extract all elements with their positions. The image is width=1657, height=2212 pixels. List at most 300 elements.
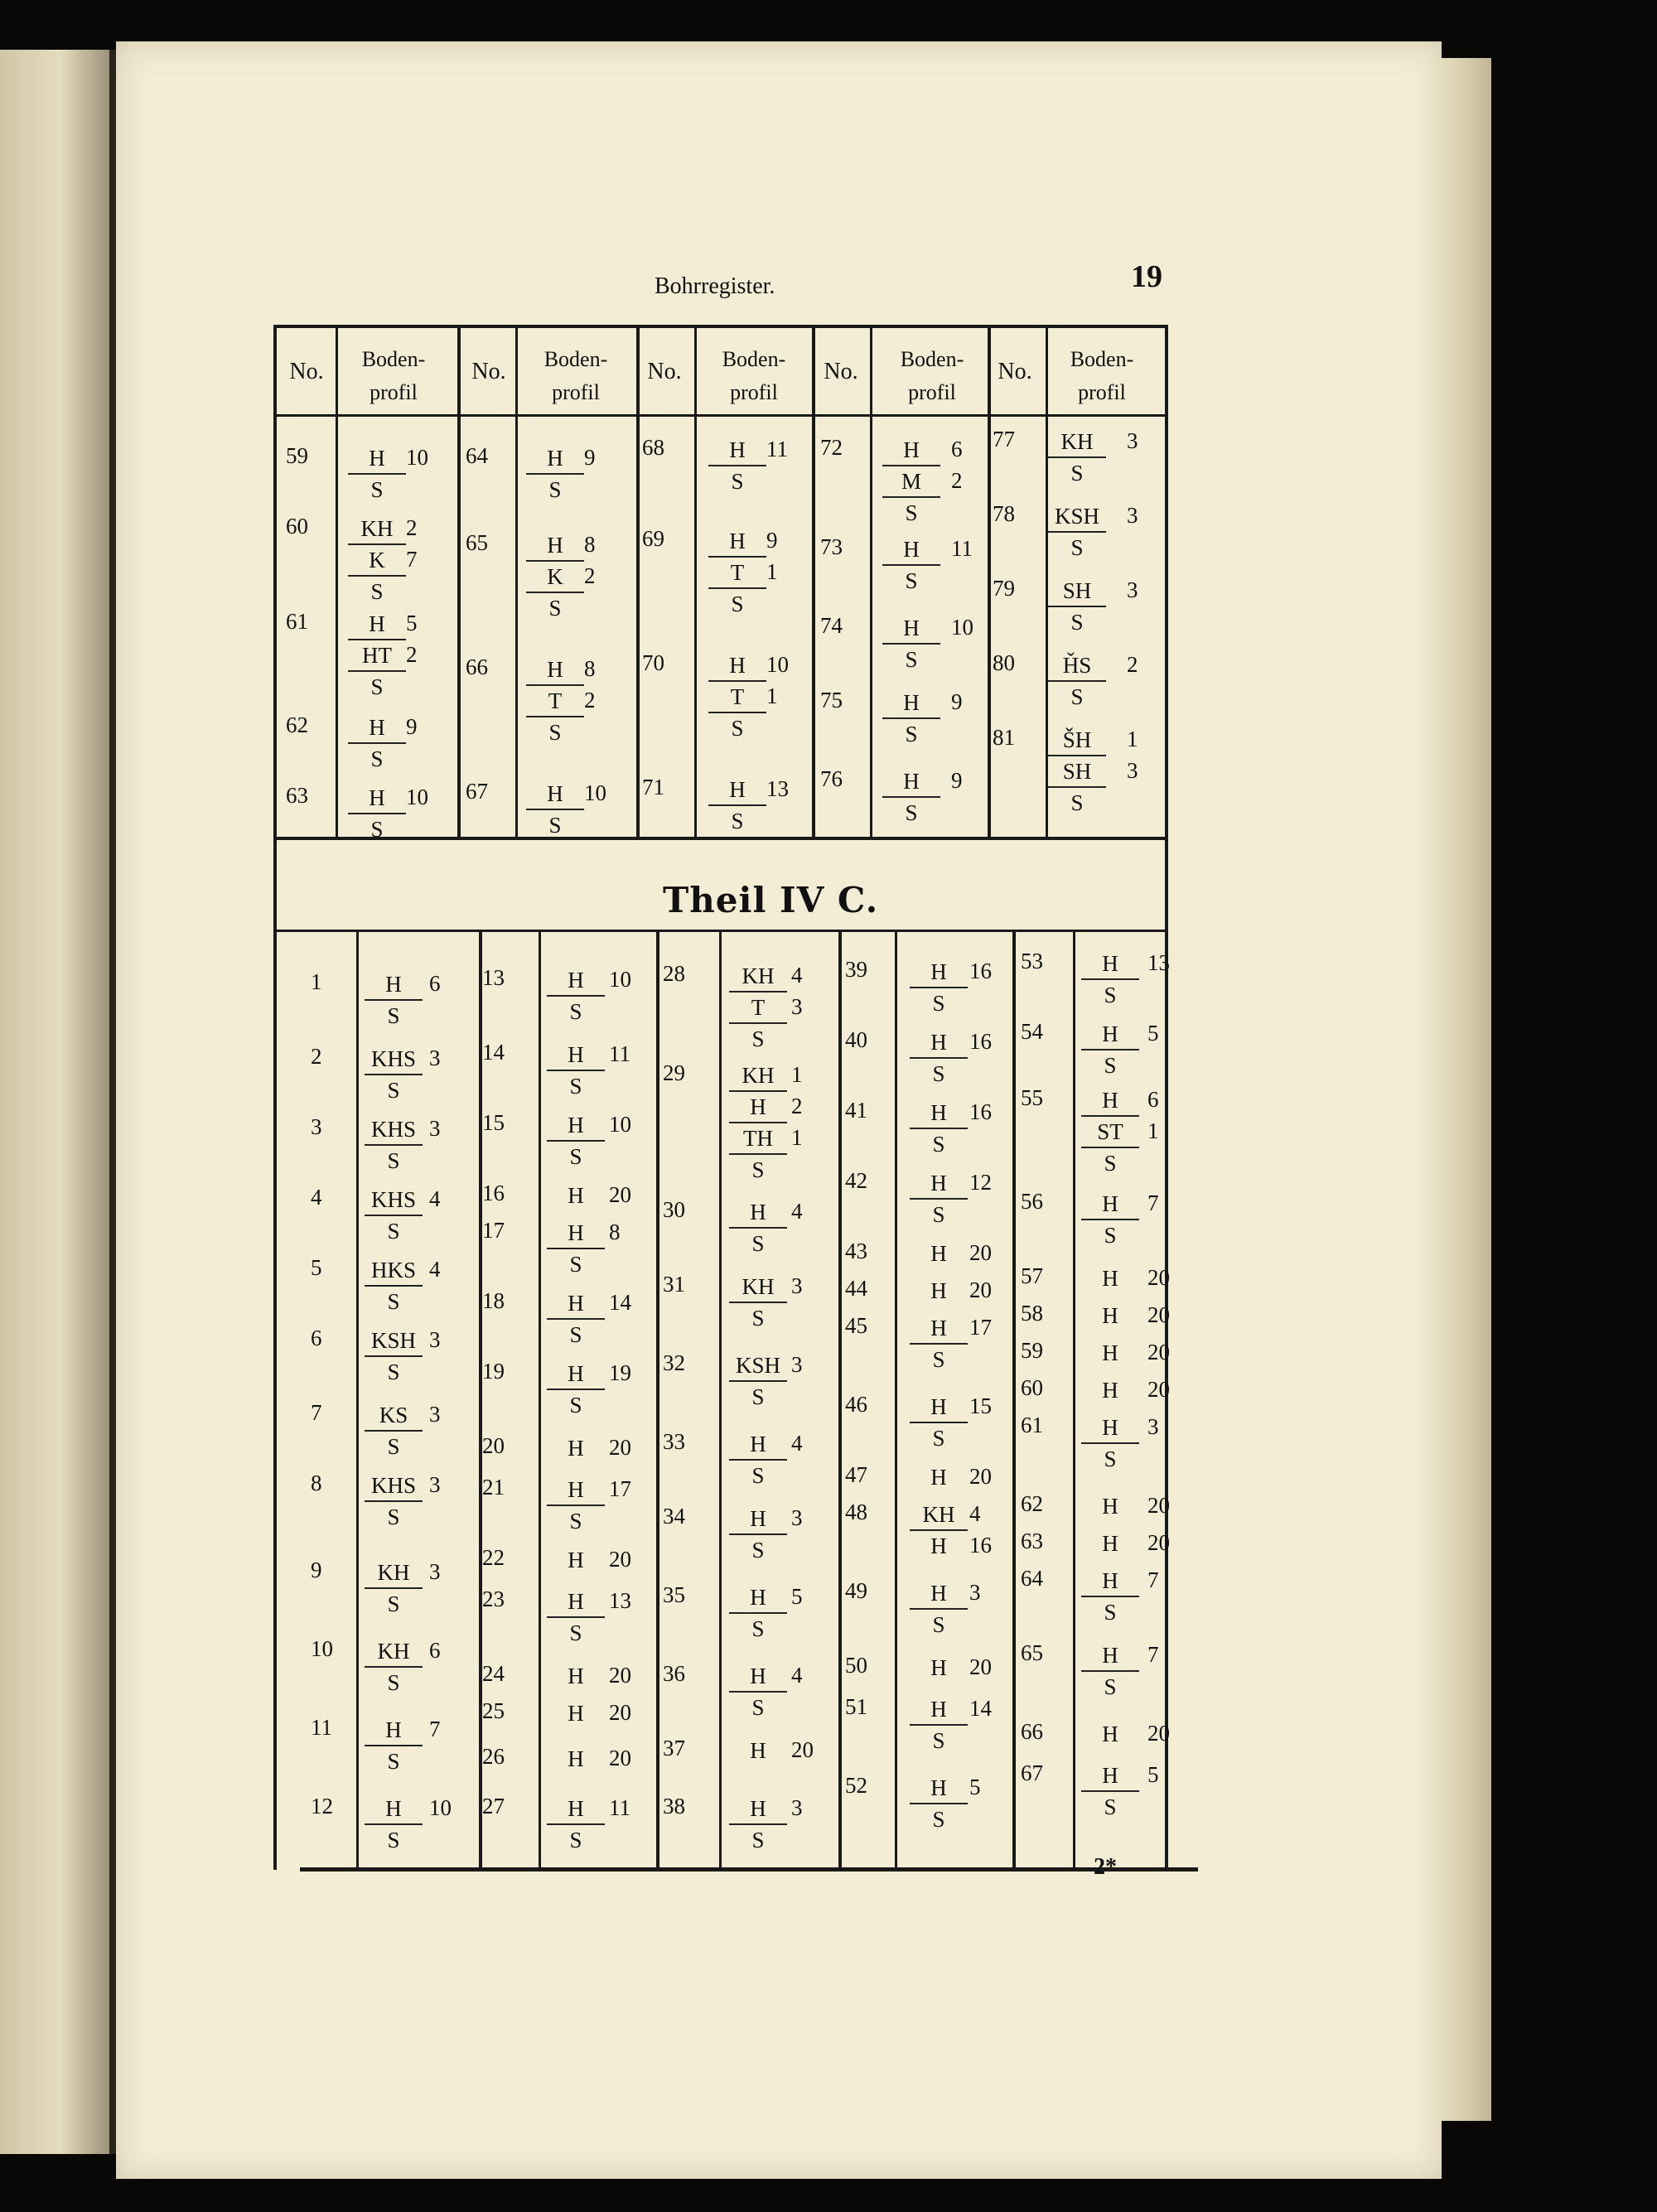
lower-layer-depth: 3	[791, 1505, 803, 1530]
upper-layer-depth: 10	[766, 652, 789, 677]
lower-profile-term	[910, 1578, 968, 1610]
profile-layer: S	[387, 1289, 400, 1314]
profile-layer: H	[729, 1794, 787, 1825]
lower-profile-term	[910, 1610, 968, 1640]
upper-profile-term	[708, 682, 766, 713]
lower-entry-no: 18	[482, 1288, 505, 1313]
page-stack-edge	[1433, 58, 1491, 2121]
lower-profile-term	[547, 1587, 605, 1618]
upper-layer-depth: 3	[1127, 577, 1138, 602]
upper-profile-term	[1048, 501, 1106, 533]
lower-profile-term	[729, 1024, 787, 1054]
upper-profile-term	[348, 814, 406, 844]
profile-layer: KH	[729, 961, 787, 993]
header-no: No.	[289, 359, 324, 384]
upper-profile-term	[348, 609, 406, 640]
upper-layer-depth: 10	[584, 780, 606, 805]
lower-profile-term	[729, 993, 787, 1024]
lower-layer-depth: 16	[969, 959, 992, 983]
upper-profile-term	[708, 435, 766, 466]
profile-layer: S	[932, 1728, 945, 1753]
profile-layer: H	[708, 526, 766, 558]
upper-entry-no: 65	[466, 530, 488, 555]
lower-profile-term	[1081, 1491, 1139, 1521]
lower-layer-depth: 20	[609, 1435, 631, 1460]
lower-entry-no: 31	[663, 1272, 685, 1297]
upper-layer-depth: 2	[406, 642, 418, 667]
upper-entry-no: 79	[993, 576, 1015, 601]
profile-layer: H	[547, 1040, 605, 1071]
lower-profile-term	[547, 1110, 605, 1142]
header-divider	[457, 328, 461, 414]
lower-profile-term	[1081, 1019, 1139, 1050]
header-profil: profil	[552, 380, 600, 404]
lower-profile-term	[365, 1558, 423, 1589]
profile-layer: S	[751, 1026, 765, 1051]
lower-profile-term	[365, 1357, 423, 1387]
profile-layer: S	[569, 1322, 582, 1347]
lower-profile-term	[547, 1320, 605, 1350]
header-profil: profil	[370, 380, 418, 404]
profile-layer: S	[1104, 1151, 1117, 1176]
lower-profile-term	[547, 1661, 605, 1691]
profile-layer: S	[751, 1384, 765, 1409]
lower-entry-no: 59	[1021, 1338, 1043, 1363]
profile-layer: H	[547, 1218, 605, 1249]
profile-layer: KH	[1048, 427, 1106, 458]
upper-profile-term	[348, 577, 406, 606]
lower-profile-term	[1081, 1189, 1139, 1220]
running-head: Bohrregister.	[655, 273, 775, 299]
lower-profile-term	[1081, 1338, 1139, 1368]
upper-layer-depth: 7	[406, 547, 418, 572]
lower-entry-no: 34	[663, 1504, 685, 1529]
upper-layer-depth: 9	[951, 768, 963, 793]
profile-layer: SH	[1048, 576, 1106, 607]
header-boden: Boden-	[1070, 347, 1134, 371]
table-bottom-rule	[300, 1867, 1198, 1872]
lower-profile-term	[1081, 1148, 1139, 1178]
profile-layer: S	[569, 1252, 582, 1277]
profile-layer: H	[547, 965, 605, 997]
lower-layer-depth: 16	[969, 1029, 992, 1054]
profile-layer: S	[387, 1219, 400, 1244]
lower-profile-term	[729, 1693, 787, 1722]
upper-layer-depth: 8	[584, 656, 596, 681]
lower-profile-term	[729, 1197, 787, 1229]
profile-layer: ȞS	[1048, 650, 1106, 682]
profile-layer: S	[751, 1157, 765, 1182]
profile-layer: KH	[729, 1060, 787, 1092]
lower-layer-depth: 5	[1147, 1762, 1159, 1787]
lower-entry-no: 10	[311, 1636, 333, 1661]
upper-profile-term	[1048, 576, 1106, 607]
lower-layer-depth: 2	[791, 1094, 803, 1118]
lower-entry-no: 62	[1021, 1491, 1043, 1516]
header-profil: profil	[908, 380, 956, 404]
upper-profile-term	[1048, 788, 1106, 818]
lower-entry-no: 55	[1021, 1085, 1043, 1110]
header-divider	[694, 328, 697, 414]
lower-entry-no: 53	[1021, 949, 1043, 973]
profile-layer: KH	[729, 1272, 787, 1303]
lower-entry-no: 58	[1021, 1301, 1043, 1326]
lower-entry-no: 63	[1021, 1529, 1043, 1553]
lower-entry-no: 19	[482, 1359, 505, 1384]
upper-profile-term	[1048, 607, 1106, 637]
upper-profile-term	[348, 712, 406, 744]
header-no: No.	[824, 359, 858, 384]
upper-divider	[636, 417, 640, 837]
lower-profile-term	[729, 1429, 787, 1461]
lower-profile-term	[729, 1461, 787, 1490]
lower-entry-no: 4	[311, 1185, 322, 1210]
section-rule-top	[277, 837, 1165, 840]
lower-entry-no: 44	[845, 1276, 867, 1301]
lower-entry-no: 67	[1021, 1760, 1043, 1785]
profile-layer: S	[1070, 535, 1084, 560]
lower-entry-no: 40	[845, 1027, 867, 1052]
lower-entry-no: 49	[845, 1578, 867, 1603]
header-boden: Boden-	[722, 347, 786, 371]
lower-divider	[838, 932, 842, 1868]
previous-page-edge	[0, 50, 109, 2154]
profile-layer: S	[370, 477, 384, 502]
profile-layer: H	[526, 654, 584, 686]
profile-layer: S	[1070, 790, 1084, 815]
lower-profile-term	[1081, 1760, 1139, 1792]
lower-layer-depth: 17	[969, 1315, 992, 1340]
lower-entry-no: 22	[482, 1545, 505, 1570]
profile-layer: H	[348, 443, 406, 475]
lower-profile-term	[547, 1545, 605, 1575]
lower-entry-no: 56	[1021, 1189, 1043, 1214]
lower-profile-term	[729, 1736, 787, 1765]
upper-profile-term	[1048, 756, 1106, 788]
lower-layer-depth: 4	[791, 963, 803, 988]
lower-profile-term	[1081, 1375, 1139, 1405]
upper-entry-no: 72	[820, 435, 843, 460]
lower-layer-depth: 11	[609, 1795, 630, 1820]
table-left-rule	[273, 325, 277, 1870]
upper-layer-depth: 2	[406, 515, 418, 540]
lower-profile-term	[365, 1471, 423, 1502]
lower-profile-term	[365, 1326, 423, 1357]
profile-layer: H	[365, 1715, 423, 1746]
lower-layer-depth: 20	[609, 1700, 631, 1725]
profile-layer: K	[526, 562, 584, 593]
profile-layer: H	[568, 1664, 584, 1688]
profile-layer: S	[569, 1828, 582, 1852]
upper-entry-no: 66	[466, 654, 488, 679]
upper-profile-term	[526, 810, 584, 840]
lower-layer-depth: 20	[1147, 1340, 1170, 1364]
profile-layer: S	[731, 716, 744, 741]
lower-layer-depth: 5	[1147, 1021, 1159, 1046]
profile-layer: S	[932, 1202, 945, 1227]
profile-layer: S	[387, 1591, 400, 1616]
header-divider	[336, 328, 338, 414]
upper-profile-term	[526, 717, 584, 747]
upper-entry-no: 70	[642, 650, 664, 675]
profile-layer: H	[729, 1661, 787, 1693]
profile-layer: S	[751, 1616, 765, 1641]
header-boden: Boden-	[543, 347, 608, 371]
lower-divider	[895, 932, 897, 1868]
profile-layer: H	[1081, 1640, 1139, 1672]
upper-entry-no: 68	[642, 435, 664, 460]
table-right-rule	[1165, 325, 1168, 1867]
lower-layer-depth: 3	[791, 994, 803, 1019]
profile-layer: H	[910, 1098, 968, 1129]
lower-entry-no: 60	[1021, 1375, 1043, 1400]
profile-layer: H	[708, 650, 766, 682]
profile-layer: S	[387, 1504, 400, 1529]
lower-profile-term	[365, 1001, 423, 1031]
profile-layer: H	[1102, 1266, 1118, 1291]
lower-profile-term	[365, 1075, 423, 1105]
lower-entry-no: 35	[663, 1582, 685, 1607]
profile-layer: S	[370, 674, 384, 699]
lower-profile-term	[1081, 1529, 1139, 1558]
lower-layer-depth: 20	[1147, 1721, 1170, 1746]
upper-layer-depth: 2	[1127, 652, 1138, 677]
profile-layer: TH	[729, 1123, 787, 1155]
lower-profile-term	[547, 1433, 605, 1463]
lower-entry-no: 45	[845, 1313, 867, 1338]
lower-layer-depth: 4	[429, 1257, 441, 1282]
profile-layer: ŠH	[1048, 725, 1106, 756]
profile-layer: H	[882, 613, 940, 645]
lower-layer-depth: 3	[969, 1580, 981, 1605]
upper-entry-no: 81	[993, 725, 1015, 750]
lower-layer-depth: 3	[791, 1352, 803, 1377]
lower-entry-no: 13	[482, 965, 505, 990]
profile-layer: S	[370, 579, 384, 604]
header-no: No.	[471, 359, 506, 384]
profile-layer: M	[882, 466, 940, 498]
upper-entry-no: 73	[820, 534, 843, 559]
upper-profile-term	[348, 475, 406, 505]
lower-layer-depth: 20	[609, 1182, 631, 1207]
lower-layer-depth: 20	[609, 1547, 631, 1572]
profile-layer: HT	[348, 640, 406, 672]
lower-profile-term	[365, 969, 423, 1001]
profile-layer: KSH	[365, 1326, 423, 1357]
lower-profile-term	[729, 1303, 787, 1333]
profile-layer: S	[1070, 610, 1084, 635]
lower-divider	[479, 932, 482, 1868]
lower-layer-depth: 20	[1147, 1377, 1170, 1402]
profile-layer: H	[547, 1794, 605, 1825]
lower-layer-depth: 3	[429, 1046, 441, 1070]
profile-layer: H	[708, 775, 766, 806]
lower-layer-depth: 7	[1147, 1191, 1159, 1215]
lower-entry-no: 1	[311, 969, 322, 994]
lower-layer-depth: 8	[609, 1219, 621, 1244]
lower-profile-term	[547, 1142, 605, 1171]
profile-layer: T	[526, 686, 584, 717]
profile-layer: H	[910, 1694, 968, 1726]
profile-layer: S	[905, 568, 918, 593]
profile-layer: T	[708, 558, 766, 589]
profile-layer: H	[910, 1392, 968, 1423]
lower-profile-term	[910, 1653, 968, 1683]
profile-layer: H	[882, 435, 940, 466]
upper-profile-term	[348, 514, 406, 545]
lower-profile-term	[365, 1746, 423, 1776]
upper-profile-term	[708, 466, 766, 496]
profile-layer: H	[1081, 1760, 1139, 1792]
lower-profile-term	[547, 1825, 605, 1855]
profile-layer: S	[370, 746, 384, 771]
profile-layer: H	[547, 1587, 605, 1618]
lower-entry-no: 52	[845, 1773, 867, 1798]
lower-entry-no: 26	[482, 1744, 505, 1769]
lower-profile-term	[547, 1040, 605, 1071]
header-no: No.	[647, 359, 682, 384]
lower-profile-term	[1081, 1301, 1139, 1331]
upper-layer-depth: 11	[766, 437, 788, 461]
lower-layer-depth: 1	[791, 1125, 803, 1150]
profile-layer: S	[751, 1695, 765, 1720]
lower-layer-depth: 3	[429, 1472, 441, 1497]
lower-layer-depth: 7	[1147, 1567, 1159, 1592]
lower-profile-term	[365, 1287, 423, 1316]
lower-entry-no: 39	[845, 957, 867, 982]
lower-profile-term	[365, 1114, 423, 1146]
profile-layer: S	[751, 1306, 765, 1331]
header-divider	[1046, 328, 1048, 414]
lower-entry-no: 36	[663, 1661, 685, 1686]
upper-layer-depth: 3	[1127, 503, 1138, 528]
header-divider	[636, 328, 640, 414]
upper-profile-term	[882, 534, 940, 566]
profile-layer: H	[1081, 1566, 1139, 1597]
upper-divider	[336, 417, 338, 837]
profile-layer: H	[729, 1092, 787, 1123]
lower-entry-no: 3	[311, 1114, 322, 1139]
lower-profile-term	[729, 1504, 787, 1535]
lower-profile-term	[1081, 1792, 1139, 1822]
profile-layer: S	[548, 477, 562, 502]
upper-profile-term	[882, 798, 940, 828]
lower-layer-depth: 10	[609, 1112, 631, 1137]
lower-profile-term	[910, 1694, 968, 1726]
profile-layer: KHS	[365, 1185, 423, 1216]
lower-profile-term	[1081, 1672, 1139, 1702]
lower-layer-depth: 20	[791, 1737, 814, 1762]
upper-profile-term	[708, 713, 766, 743]
profile-layer: H	[910, 1168, 968, 1200]
upper-profile-term	[348, 443, 406, 475]
lower-layer-depth: 3	[429, 1559, 441, 1584]
lower-profile-term	[910, 1773, 968, 1804]
profile-layer: S	[932, 1132, 945, 1157]
profile-layer: S	[731, 809, 744, 833]
upper-layer-depth: 9	[406, 714, 418, 739]
lower-profile-term	[365, 1400, 423, 1432]
header-divider	[515, 328, 518, 414]
lower-layer-depth: 20	[1147, 1530, 1170, 1555]
upper-profile-term	[882, 498, 940, 528]
upper-profile-term	[526, 562, 584, 593]
profile-layer: T	[729, 993, 787, 1024]
upper-profile-term	[882, 688, 940, 719]
lower-profile-term	[729, 1092, 787, 1123]
lower-profile-term	[729, 1382, 787, 1412]
upper-divider	[694, 417, 697, 837]
upper-layer-depth: 9	[584, 445, 596, 470]
upper-divider	[457, 417, 461, 837]
lower-divider	[356, 932, 359, 1868]
upper-entry-no: 80	[993, 650, 1015, 675]
profile-layer: K	[348, 545, 406, 577]
lower-layer-depth: 3	[791, 1273, 803, 1298]
profile-layer: KH	[365, 1636, 423, 1668]
profile-layer: H	[1102, 1722, 1118, 1746]
upper-profile-term	[882, 766, 940, 798]
profile-layer: KHS	[365, 1471, 423, 1502]
lower-entry-no: 61	[1021, 1413, 1043, 1437]
lower-profile-term	[1081, 1444, 1139, 1474]
upper-entry-no: 78	[993, 501, 1015, 526]
profile-layer: H	[1102, 1378, 1118, 1403]
lower-profile-term	[547, 1181, 605, 1210]
lower-layer-depth: 20	[969, 1654, 992, 1679]
upper-profile-term	[348, 783, 406, 814]
upper-profile-term	[1048, 725, 1106, 756]
lower-profile-term	[547, 1618, 605, 1648]
upper-divider	[988, 417, 991, 837]
upper-layer-depth: 1	[1127, 727, 1138, 751]
lower-layer-depth: 10	[609, 967, 631, 992]
lower-profile-term	[547, 1794, 605, 1825]
lower-layer-depth: 13	[609, 1588, 631, 1613]
profile-layer: S	[731, 592, 744, 616]
lower-profile-term	[547, 1390, 605, 1420]
upper-layer-depth: 3	[1127, 758, 1138, 783]
profile-layer: H	[882, 766, 940, 798]
lower-profile-term	[729, 1229, 787, 1258]
profile-layer: S	[751, 1538, 765, 1562]
lower-profile-term	[910, 1200, 968, 1229]
profile-layer: S	[548, 813, 562, 838]
lower-profile-term	[1081, 1597, 1139, 1627]
profile-layer: S	[1104, 1600, 1117, 1625]
lower-profile-term	[729, 1155, 787, 1185]
upper-profile-term	[348, 672, 406, 702]
profile-layer: S	[387, 1670, 400, 1695]
profile-layer: S	[932, 1347, 945, 1372]
upper-layer-depth: 3	[1127, 428, 1138, 453]
upper-profile-term	[348, 545, 406, 577]
lower-entry-no: 20	[482, 1433, 505, 1458]
profile-layer: S	[387, 1003, 400, 1028]
lower-entry-no: 24	[482, 1661, 505, 1686]
lower-profile-term	[365, 1432, 423, 1461]
lower-entry-no: 47	[845, 1462, 867, 1487]
header-no: No.	[998, 359, 1032, 384]
upper-profile-term	[1048, 682, 1106, 712]
upper-entry-no: 62	[286, 712, 308, 737]
header-profil: profil	[730, 380, 778, 404]
lower-profile-term	[910, 1392, 968, 1423]
upper-layer-depth: 1	[766, 683, 778, 708]
profile-layer: H	[910, 1578, 968, 1610]
lower-entry-no: 6	[311, 1326, 322, 1350]
upper-profile-term	[526, 654, 584, 686]
